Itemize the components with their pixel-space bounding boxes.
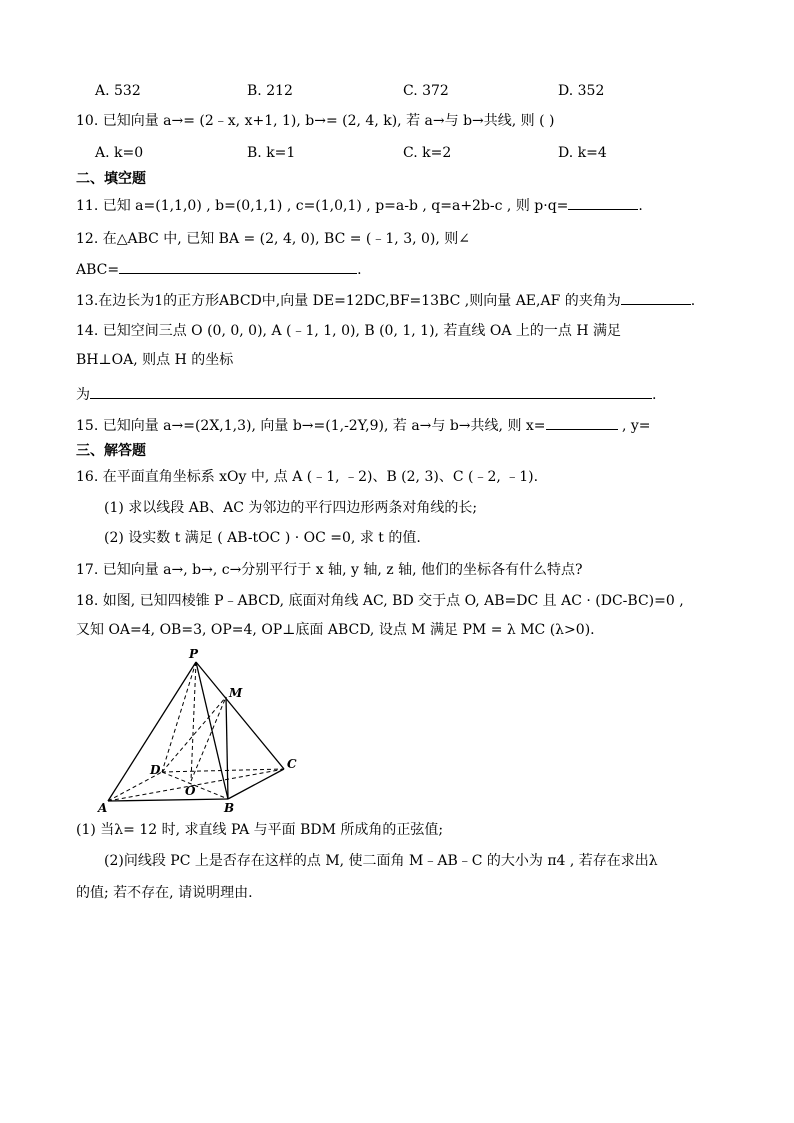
- label-o: O: [185, 784, 196, 798]
- q11-end: .: [638, 198, 643, 214]
- edge-pb: [196, 662, 228, 799]
- q12-answer-blank: [119, 259, 357, 274]
- q10-option-c: C. k=2: [403, 145, 452, 161]
- label-p: P: [189, 648, 199, 661]
- q16-stem: 16. 在平面直角坐标系 xOy 中, 点 A (﹣1, ﹣2)、B (2, 3)、C (﹣2, ﹣1).: [76, 469, 539, 485]
- edge-pd: [162, 662, 196, 772]
- q12-line1: 12. 在△ABC 中, 已知 BA = (2, 4, 0), BC = (﹣1, 3, 0), 则∠: [76, 231, 470, 247]
- q13-text: 13.在边长为1的正方形ABCD中,向量 DE=12DC,BF=13BC ,则向量 AE,AF 的夹角为: [76, 293, 621, 309]
- q11-answer-blank: [568, 195, 638, 210]
- q13-answer-blank: [621, 290, 691, 305]
- q12-label: ABC=: [76, 262, 120, 278]
- q15-x-blank: [546, 415, 618, 430]
- label-b: B: [224, 801, 235, 815]
- q14-prefix: 为: [76, 387, 90, 403]
- height-po: [191, 662, 196, 781]
- edge-dc: [162, 769, 284, 772]
- label-c: C: [287, 757, 297, 771]
- q14-line2: BH⊥OA, 则点 H 的坐标: [76, 352, 234, 368]
- segment-mb: [226, 697, 228, 799]
- q9-option-b: B. 212: [247, 83, 293, 99]
- edge-ab: [108, 799, 228, 801]
- segment-dm: [162, 697, 226, 772]
- q11-text: 11. 已知 a=(1,1,0) , b=(0,1,1) , c=(1,0,1) , p=a-b , q=a+2b-c , 则 p·q=: [76, 198, 569, 214]
- q18-part2-line1: (2)问线段 PC 上是否存在这样的点 M, 使二面角 M﹣AB﹣C 的大小为 π4 , 若存在求出λ: [104, 853, 658, 869]
- q14-end: .: [652, 387, 657, 403]
- q10-stem: 10. 已知向量 a→= (2﹣x, x+1, 1), b→= (2, 4, k), 若 a→与 b→共线, 则 ( ): [76, 113, 555, 129]
- q11-line: [76, 195, 643, 216]
- q17-text: 17. 已知向量 a→, b→, c→分别平行于 x 轴, y 轴, z 轴, 他们的坐标各有什么特点?: [76, 562, 583, 578]
- q18-line1: 18. 如图, 已知四棱锥 P﹣ABCD, 底面对角线 AC, BD 交于点 O, AB=DC 且 AC · (DC-BC)=0 ,: [76, 593, 684, 609]
- q9-option-c: C. 372: [403, 83, 449, 99]
- q16-part1: (1) 求以线段 AB、AC 为邻边的平行四边形两条对角线的长;: [104, 500, 478, 516]
- q10-option-a: A. k=0: [95, 145, 144, 161]
- edge-pc: [196, 662, 284, 769]
- q16-part2: (2) 设实数 t 满足 ( AB-tOC ) · OC =0, 求 t 的值.: [104, 530, 421, 546]
- pyramid-figure: [90, 648, 310, 820]
- q18-line2: 又知 OA=4, OB=3, OP=4, OP⊥底面 ABCD, 设点 M 满足 PM = λ MC (λ>0).: [76, 622, 595, 638]
- q10-option-d: D. k=4: [558, 145, 607, 161]
- section-heading-solutions: 三、解答题: [76, 443, 146, 459]
- q18-part2-line2: 的值; 若不存在, 请说明理由.: [76, 885, 253, 901]
- edge-bc: [228, 769, 284, 799]
- q15-line: [76, 415, 651, 436]
- q9-option-d: D. 352: [558, 83, 605, 99]
- label-d: D: [150, 763, 161, 777]
- q18-part1: (1) 当λ= 12 时, 求直线 PA 与平面 BDM 所成角的正弦值;: [76, 822, 444, 838]
- q13-line: [76, 290, 695, 311]
- section-heading-fill-in: 二、填空题: [76, 171, 146, 187]
- q9-option-a: A. 532: [95, 83, 141, 99]
- q15-mid: , y=: [617, 418, 651, 434]
- diagonal-ac: [108, 769, 284, 801]
- q12-end: .: [357, 262, 362, 278]
- q13-end: .: [690, 293, 696, 309]
- q12-line2: [76, 259, 362, 280]
- q15-text: 15. 已知向量 a→=(2X,1,3), 向量 b→=(1,-2Y,9), 若 a→与 b→共线, 则 x=: [76, 418, 546, 434]
- label-m: M: [229, 686, 243, 700]
- q14-line3: [76, 384, 656, 405]
- q14-answer-blank: [90, 384, 652, 399]
- q14-line1: 14. 已知空间三点 O (0, 0, 0), A (﹣1, 1, 0), B (0, 1, 1), 若直线 OA 上的一点 H 满足: [76, 323, 622, 339]
- q10-option-b: B. k=1: [247, 145, 296, 161]
- label-a: A: [98, 801, 108, 815]
